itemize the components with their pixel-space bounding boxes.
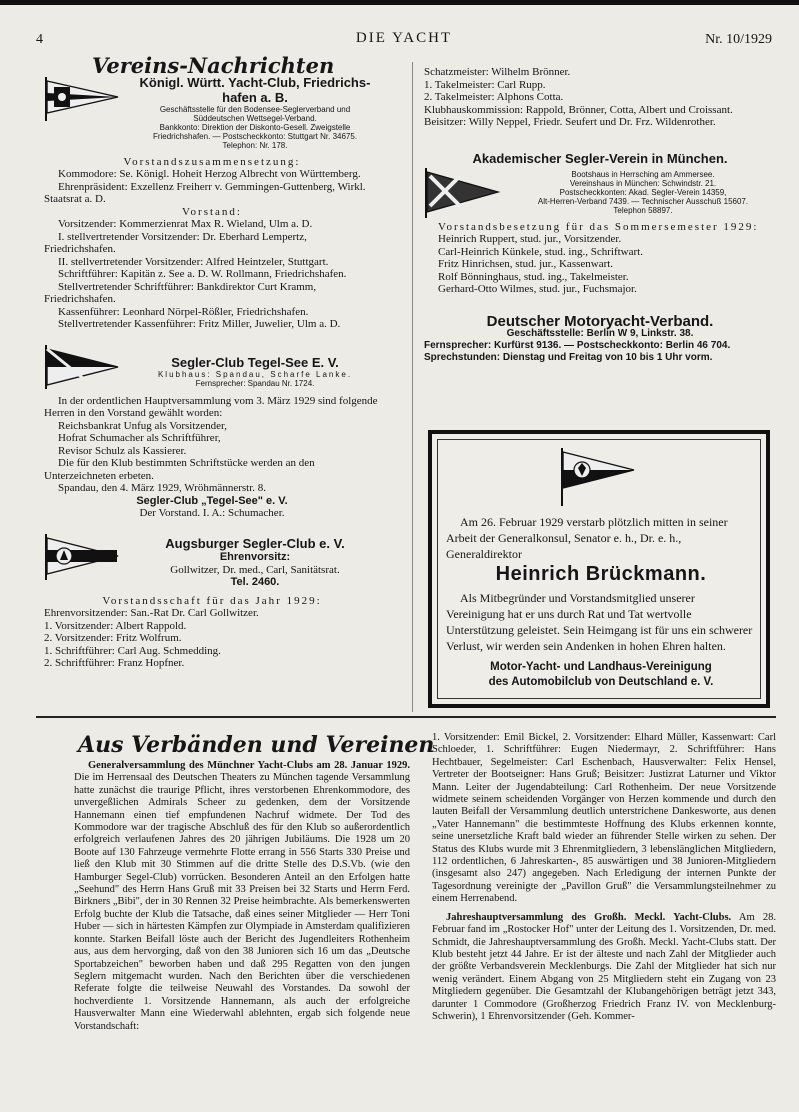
text-line: II. stellvertretender Vorsitzender: Alfred Heintzeler, Stuttgart. [58, 255, 329, 268]
text-line: Revisor Schulz als Kassierer. [58, 444, 187, 457]
club-info: Süddeutschen Wettsegel-Verband. [193, 113, 317, 123]
text-line: Segler-Club „Tegel-See" e. V. [136, 494, 288, 507]
obituary-signature [446, 660, 756, 690]
text-line: Stellvertretender Schriftführer: Bankdirektor Curt Kramm, Friedrichshafen. [44, 280, 317, 305]
text-line: Heinrich Ruppert, stud. jur., Vorsitzender. [438, 233, 622, 245]
article-text: 1. Vorsitzender: Emil Bickel, 2. Vorsitzender: Elhard Müller, Kassenwart: Carl Schloeder, 1. Schriftführer: Eugen Niedermayr, 2. Schriftführer: Hans Hechtbauer, Segelmeister: Carl Eschenbach, Hausverwalter: Felix Hensel, Vertreter der Bootseigner: Hans Gruß; Beisitzer: Justizrat Laturner und Viktor Mann. Leiter der Jugendabteilung: Carl Rothenheim. Der neue Vorsitzende widmete seinem scheidenden Vorgänger von Herzen kommende und durch den lauten Beifall der Versammlung deutlich unterstrichene Dankesworte, aus denen „Vater Hannemann" die bestimmteste Hoffnung des Klubs erkennen konnte, seine unersetzliche Kraft bald wieder an führender Stelle wirken zu sehen. Der Status des Klubs wurde mit 3 Ehrenmitgliedern, 3 lebenslänglichen Mitgliedern, 112 ordentlichen, 6 Jahreskarten-, 85 auswärtigen und 38 Junioren-Mitgliedern (insgesamt also 247) angegeben. Nach Erledigung der internen Punkte der Tagesordnung vereinigte der „Pavillon Gruß" die Versammlungsteilnehmer zu einem Herrenabend. [432, 732, 776, 905]
club-info: Bankkonto: Direktion der Diskonto-Gesell. Zweigstelle [159, 122, 351, 132]
text-line: 1. Takelmeister: Carl Rupp. [424, 78, 546, 91]
text-line: Vorstandszusammensetzung: [123, 155, 301, 168]
text-line: 1. Vorsitzender: Albert Rappold. [44, 619, 187, 632]
text-line: In der ordentlichen Hauptversammlung vom 3. März 1929 sind folgende Herren in den Vorstand gewählt worden: [44, 394, 378, 419]
text-line: Kassenführer: Leonhard Nörpel-Rößler, Friedrichshafen. [58, 305, 309, 318]
text-line: Reichsbankrat Unfug als Vorsitzender, [58, 419, 228, 432]
obituary-body: Als Mitbegründer und Vorstandsmitglied unserer Vereinigung hat er uns durch Rat und Tat wertvolle Unterstützung geleistet. Sein Heimgang ist für uns ein schwerer Verlust, wir werden sein Andenken in hohen Ehren halten. [446, 591, 753, 653]
text-line: Vorstandsbesetzung für das Sommersemester 1929: [438, 220, 759, 233]
right-column [424, 66, 776, 364]
obituary-name: Heinrich Brückmann. [495, 563, 707, 585]
top-border [0, 0, 799, 5]
text-line: I. stellvertretender Vorsitzender: Dr. Eberhard Lempertz, Friedrichshafen. [44, 230, 307, 255]
club-info: Telephon 58897. [613, 205, 673, 215]
text-line: 2. Schriftführer: Franz Hopfner. [44, 657, 185, 669]
dmv-line: Geschäftsstelle: Berlin W 9, Linkstr. 38. [506, 328, 694, 339]
text-line: 2. Takelmeister: Alphons Cotta. [424, 91, 564, 103]
club-info: Klubhaus: Spandau, Scharfe Lanke. [157, 369, 353, 379]
obituary-text [446, 514, 756, 690]
bottom-right-column [432, 732, 776, 1023]
section-divider [36, 716, 776, 718]
bottom-left-column [74, 760, 410, 1033]
dmv-line: Sprechstunden: Dienstag und Freitag von 10 bis 1 Uhr vorm. [424, 352, 713, 363]
text-line: Carl-Heinrich Künkele, stud. ing., Schriftwart. [438, 245, 643, 258]
club-title: Königl. Württ. Yacht-Club, Friedrichs- hafen a. B. [139, 74, 371, 105]
obituary-intro: Am 26. Februar 1929 verstarb plötzlich mitten in seiner Arbeit der Generalkonsul, Senator e. h., Dr. e. h., Generaldirektor [446, 515, 728, 561]
obituary-box [428, 430, 770, 708]
burgee-akademischer-icon [424, 168, 500, 218]
text-line: Ehrenpräsident: Exzellenz Freiherr v. Gemmingen-Guttenberg, Wirkl. Staatsrat a. D. [44, 180, 366, 205]
club-title: Segler-Club Tegel-See E. V. [171, 354, 339, 370]
club-info: Tel. 2460. [230, 576, 280, 588]
text-line: Klubhauskommission: Rappold, Brönner, Cotta, Albert und Croissant. [424, 103, 733, 116]
text-line: Spandau, den 4. März 1929, Wröhmännerstr. 8. [58, 482, 267, 494]
text-line: Fritz Hinrichsen, stud. jur., Kassenwart. [438, 258, 614, 270]
column-divider [412, 62, 413, 712]
text-line: Schatzmeister: Wilhelm Brönner. [424, 66, 571, 78]
page-header [36, 30, 772, 52]
issue-number: Nr. 10/1929 [705, 32, 772, 47]
text-line: Vorsitzender: Kommerzienrat Max R. Wieland, Ulm a. D. [58, 218, 313, 230]
club-info: Ehrenvorsitz: [219, 550, 291, 563]
article-text: Am 28. Februar fand im „Rostocker Hof" unter der Leitung des 1. Vorsitzenden, Dr. med. Schmidt, die Jahreshauptversammlung des Großh. Meckl. Yacht-Clubs statt. Der Klub besteht jetzt 44 Jahre. Er ist der älteste und nach Zahl der Mitglieder auch der größte Verbandsverein Mecklenburgs. Die Zahl der Mitglieder hat sich nur wenig verändert. Einem Abgang von 25 Mitgliedern steht ein Zugang von 23 Mitgliedern gegenüber. Die Gesamtzahl der Klubangehörigen beträgt jetzt 343, darunter 1 Commodore (Großherzog Friedrich Franz IV. von Mecklenburg-Schwerin), 1 Ehrenvorsitzender (Geh. Kommer- [432, 911, 777, 1022]
club-tegel [44, 343, 380, 389]
signature-line: des Automobilclub von Deutschland e. V. [488, 676, 714, 688]
text-line: Der Vorstand. I. A.: Schumacher. [139, 507, 285, 519]
club-augsburg [44, 532, 380, 589]
burgee-tegel-icon [44, 345, 120, 389]
club-title: Akademischer Segler-Verein in München. [472, 150, 728, 166]
bottom-section-title: Aus Verbänden und Vereinen [78, 732, 435, 758]
text-line: Beisitzer: Willy Neppel, Friedr. Seufert und Dr. Frz. Wildenrother. [424, 116, 716, 128]
article-text: Die im Herrensaal des Deutschen Theaters zu München tagende Versammlung hatte zunächst die traurige Pflicht, ihres verstorbenen Ehrenkommodore, des unvergeßlichen Admirals Scheer zu gedenken, dem der Vorsitzende Hannemann einen tief empfundenen Nachruf widmete. Der Tod des Kommodore war der tragische Abschluß des für den Klub so außerordentlich erfolgreich verlaufenen Jahres des 20 jährigen Jubiläums. Die 1928 um 20 Boote auf 130 Fahrzeuge vermehrte Flotte errang in 556 Starts 330 Preise und ließ den Klub mit 30 Stimmen auf die dritte Stelle des D.S.Vb. (wie den Hamburger Segel-Club) vorrücken. Besonderen Anteil an den Erfolgen hatte „Seehund" des Herrn Hans Gruß mit 33 Preisen bei 32 Starts und Herrn Ferd. Birkners „Bibi", der in 30 Rennen 32 Preise heimbrachte. Als bemerkenswerten Erfolg buchte der Klub die Tatsache, daß eines seiner Mitglieder — Herr Toni Huber — sich in härtesten Kämpfen zur Olympiade in Amsterdam qualifizieren konnte. Starken Beifall löste auch der Bericht des Jugendleiters Rothenheim aus, aus dem hervorging, daß von den 38 Junioren sich 16 um das „Deutsche Sportabzeichen" beworben haben und daß 295 Regatten von den jungen Seglern mitgemacht wurden. Nach den Berichten über die verschiedenen Referate folgte die teilweise Neuwahl des Vorstandes. Da sowohl der hochverdiente 1. Vorsitzende Hannemann, als auch der erfolgreiche Hausverwalter Mann eine Wiederwahl ablehnten, ergab sich folgende neue Vorstandschaft: [74, 772, 410, 1032]
burgee-wuerttemberg-icon [44, 77, 120, 121]
club-info: Geschäftsstelle für den Bodensee-Seglerverband und [159, 104, 351, 114]
club-info: Vereinshaus in München: Schwindstr. 21. [569, 178, 717, 188]
signature-line: Motor-Yacht- und Landhaus-Vereinigung [490, 661, 712, 673]
text-line: Rolf Bönninghaus, stud. ing., Takelmeister. [438, 270, 629, 283]
text-line: Hofrat Schumacher als Schriftführer, [58, 432, 221, 444]
club-wuerttemberg [44, 75, 380, 150]
text-line: Vorstand: [182, 205, 242, 218]
text-line: Ehrenvorsitzender: San.-Rat Dr. Carl Gollwitzer. [44, 607, 259, 619]
article-lead: Jahreshauptversammlung des Großh. Meckl. Yacht-Clubs. [446, 911, 732, 923]
club-info: Bootshaus in Herrsching am Ammersee. [571, 169, 715, 179]
magazine-title: DIE YACHT [355, 30, 453, 46]
left-column [44, 53, 380, 670]
club-akademischer [424, 166, 776, 215]
section-title: Vereins-Nachrichten [92, 53, 335, 78]
text-line: 1. Schriftführer: Carl Aug. Schmedding. [44, 644, 221, 657]
text-line: Die für den Klub bestimmten Schriftstücke werden an den Unterzeichneten erbeten. [44, 457, 315, 482]
club-info: Alt-Herren-Verband 7439. — Technischer Ausschuß 15607. [537, 196, 749, 206]
text-line: Schriftführer: Kapitän z. See a. D. W. Rollmann, Friedrichshafen. [58, 268, 347, 280]
club-title: Augsburger Segler-Club e. V. [165, 535, 345, 551]
text-line: Kommodore: Se. Königl. Hoheit Herzog Albrecht von Württemberg. [58, 168, 361, 180]
club-info: Gollwitzer, Dr. med., Carl, Sanitätsrat. [170, 563, 340, 576]
text-line: Vorstandsschaft für das Jahr 1929: [102, 594, 322, 607]
club-info: Telephon: Nr. 178. [222, 140, 288, 150]
article-lead: Generalversammlung des Münchner Yacht-Clubs am 28. Januar 1929. [88, 760, 410, 771]
text-line: 2. Vorsitzender: Fritz Wolfrum. [44, 632, 182, 644]
club-info: Fernsprecher: Spandau Nr. 1724. [195, 378, 315, 388]
text-line: Stellvertretender Kassenführer: Fritz Miller, Juwelier, Ulm a. D. [58, 318, 341, 330]
burgee-augsburg-icon [44, 534, 120, 580]
dmv-line: Fernsprecher: Kurfürst 9136. — Postscheckkonto: Berlin 46 704. [424, 340, 731, 351]
text-line: Gerhard-Otto Wilmes, stud. jur., Fuchsmajor. [438, 283, 637, 295]
dmv-title: Deutscher Motoryacht-Verband. [486, 312, 714, 330]
burgee-motoryacht-icon [560, 448, 636, 506]
club-info: Postscheckkonten: Akad. Segler-Verein 14359, [559, 187, 727, 197]
page-number: 4 [36, 32, 43, 47]
club-info: Friedrichshafen. — Postscheckkonto: Stuttgart Nr. 34675. [152, 131, 358, 141]
